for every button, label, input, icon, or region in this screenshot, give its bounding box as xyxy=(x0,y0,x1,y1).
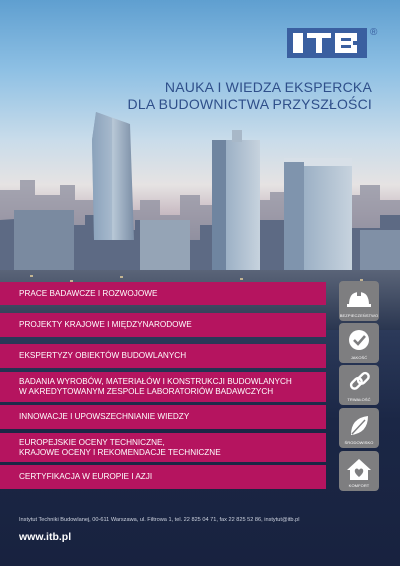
service-band-projects xyxy=(0,313,326,337)
icon-label: TRWAŁOŚĆ xyxy=(347,397,371,402)
registered-mark: ® xyxy=(370,27,378,38)
service-line: EKSPERTYZY OBIEKTÓW BUDOWLANYCH xyxy=(19,351,187,360)
service-band-research xyxy=(0,282,326,305)
service-band-assessments xyxy=(0,433,326,462)
icon-label: KOMFORT xyxy=(348,483,370,488)
service-band-expertise xyxy=(0,344,326,368)
icon-box-durability xyxy=(339,365,379,405)
footer-website-link[interactable]: www.itb.pl xyxy=(19,531,72,543)
itb-logo xyxy=(287,28,367,58)
headline-line-2: DLA BUDOWNICTWA PRZYSZŁOŚCI xyxy=(127,96,372,112)
service-band-certification xyxy=(0,465,326,489)
icon-label: ŚRODOWISKO xyxy=(344,440,374,445)
service-band-testing xyxy=(0,372,326,402)
service-line: W AKREDYTOWANYM ZESPOLE LABORATORIÓW BADAWCZYCH xyxy=(19,387,274,396)
service-line: EUROPEJSKIE OCENY TECHNICZNE, xyxy=(19,437,165,447)
footer-address: Instytut Techniki Budowlanej, 00-611 Warszawa, ul. Filtrowa 1, tel. 22 825 04 71, fax 22 825 52 86, instytut@itb.pl xyxy=(19,517,300,523)
service-line: INNOWACJE I UPOWSZECHNIANIE WIEDZY xyxy=(19,412,190,421)
service-line: PRACE BADAWCZE I ROZWOJOWE xyxy=(19,288,158,298)
service-line: PROJEKTY KRAJOWE I MIĘDZYNARODOWE xyxy=(19,320,192,329)
headline-line-1: NAUKA I WIEDZA EKSPERCKA xyxy=(164,79,372,95)
service-line: BADANIA WYROBÓW, MATERIAŁÓW I KONSTRUKCJI BUDOWLANYCH xyxy=(19,377,292,386)
icon-label: JAKOŚĆ xyxy=(350,355,368,360)
icon-box-comfort xyxy=(339,451,379,491)
service-line: CERTYFIKACJA W EUROPIE I AZJI xyxy=(19,472,153,481)
service-line: KRAJOWE OCENY I REKOMENDACJE TECHNICZNE xyxy=(19,447,221,457)
icon-box-safety xyxy=(339,281,379,321)
icon-box-quality xyxy=(339,323,379,363)
icon-box-environment xyxy=(339,408,379,448)
service-band-innovation xyxy=(0,405,326,429)
icon-label: BEZPIECZEŃSTWO xyxy=(339,313,379,318)
